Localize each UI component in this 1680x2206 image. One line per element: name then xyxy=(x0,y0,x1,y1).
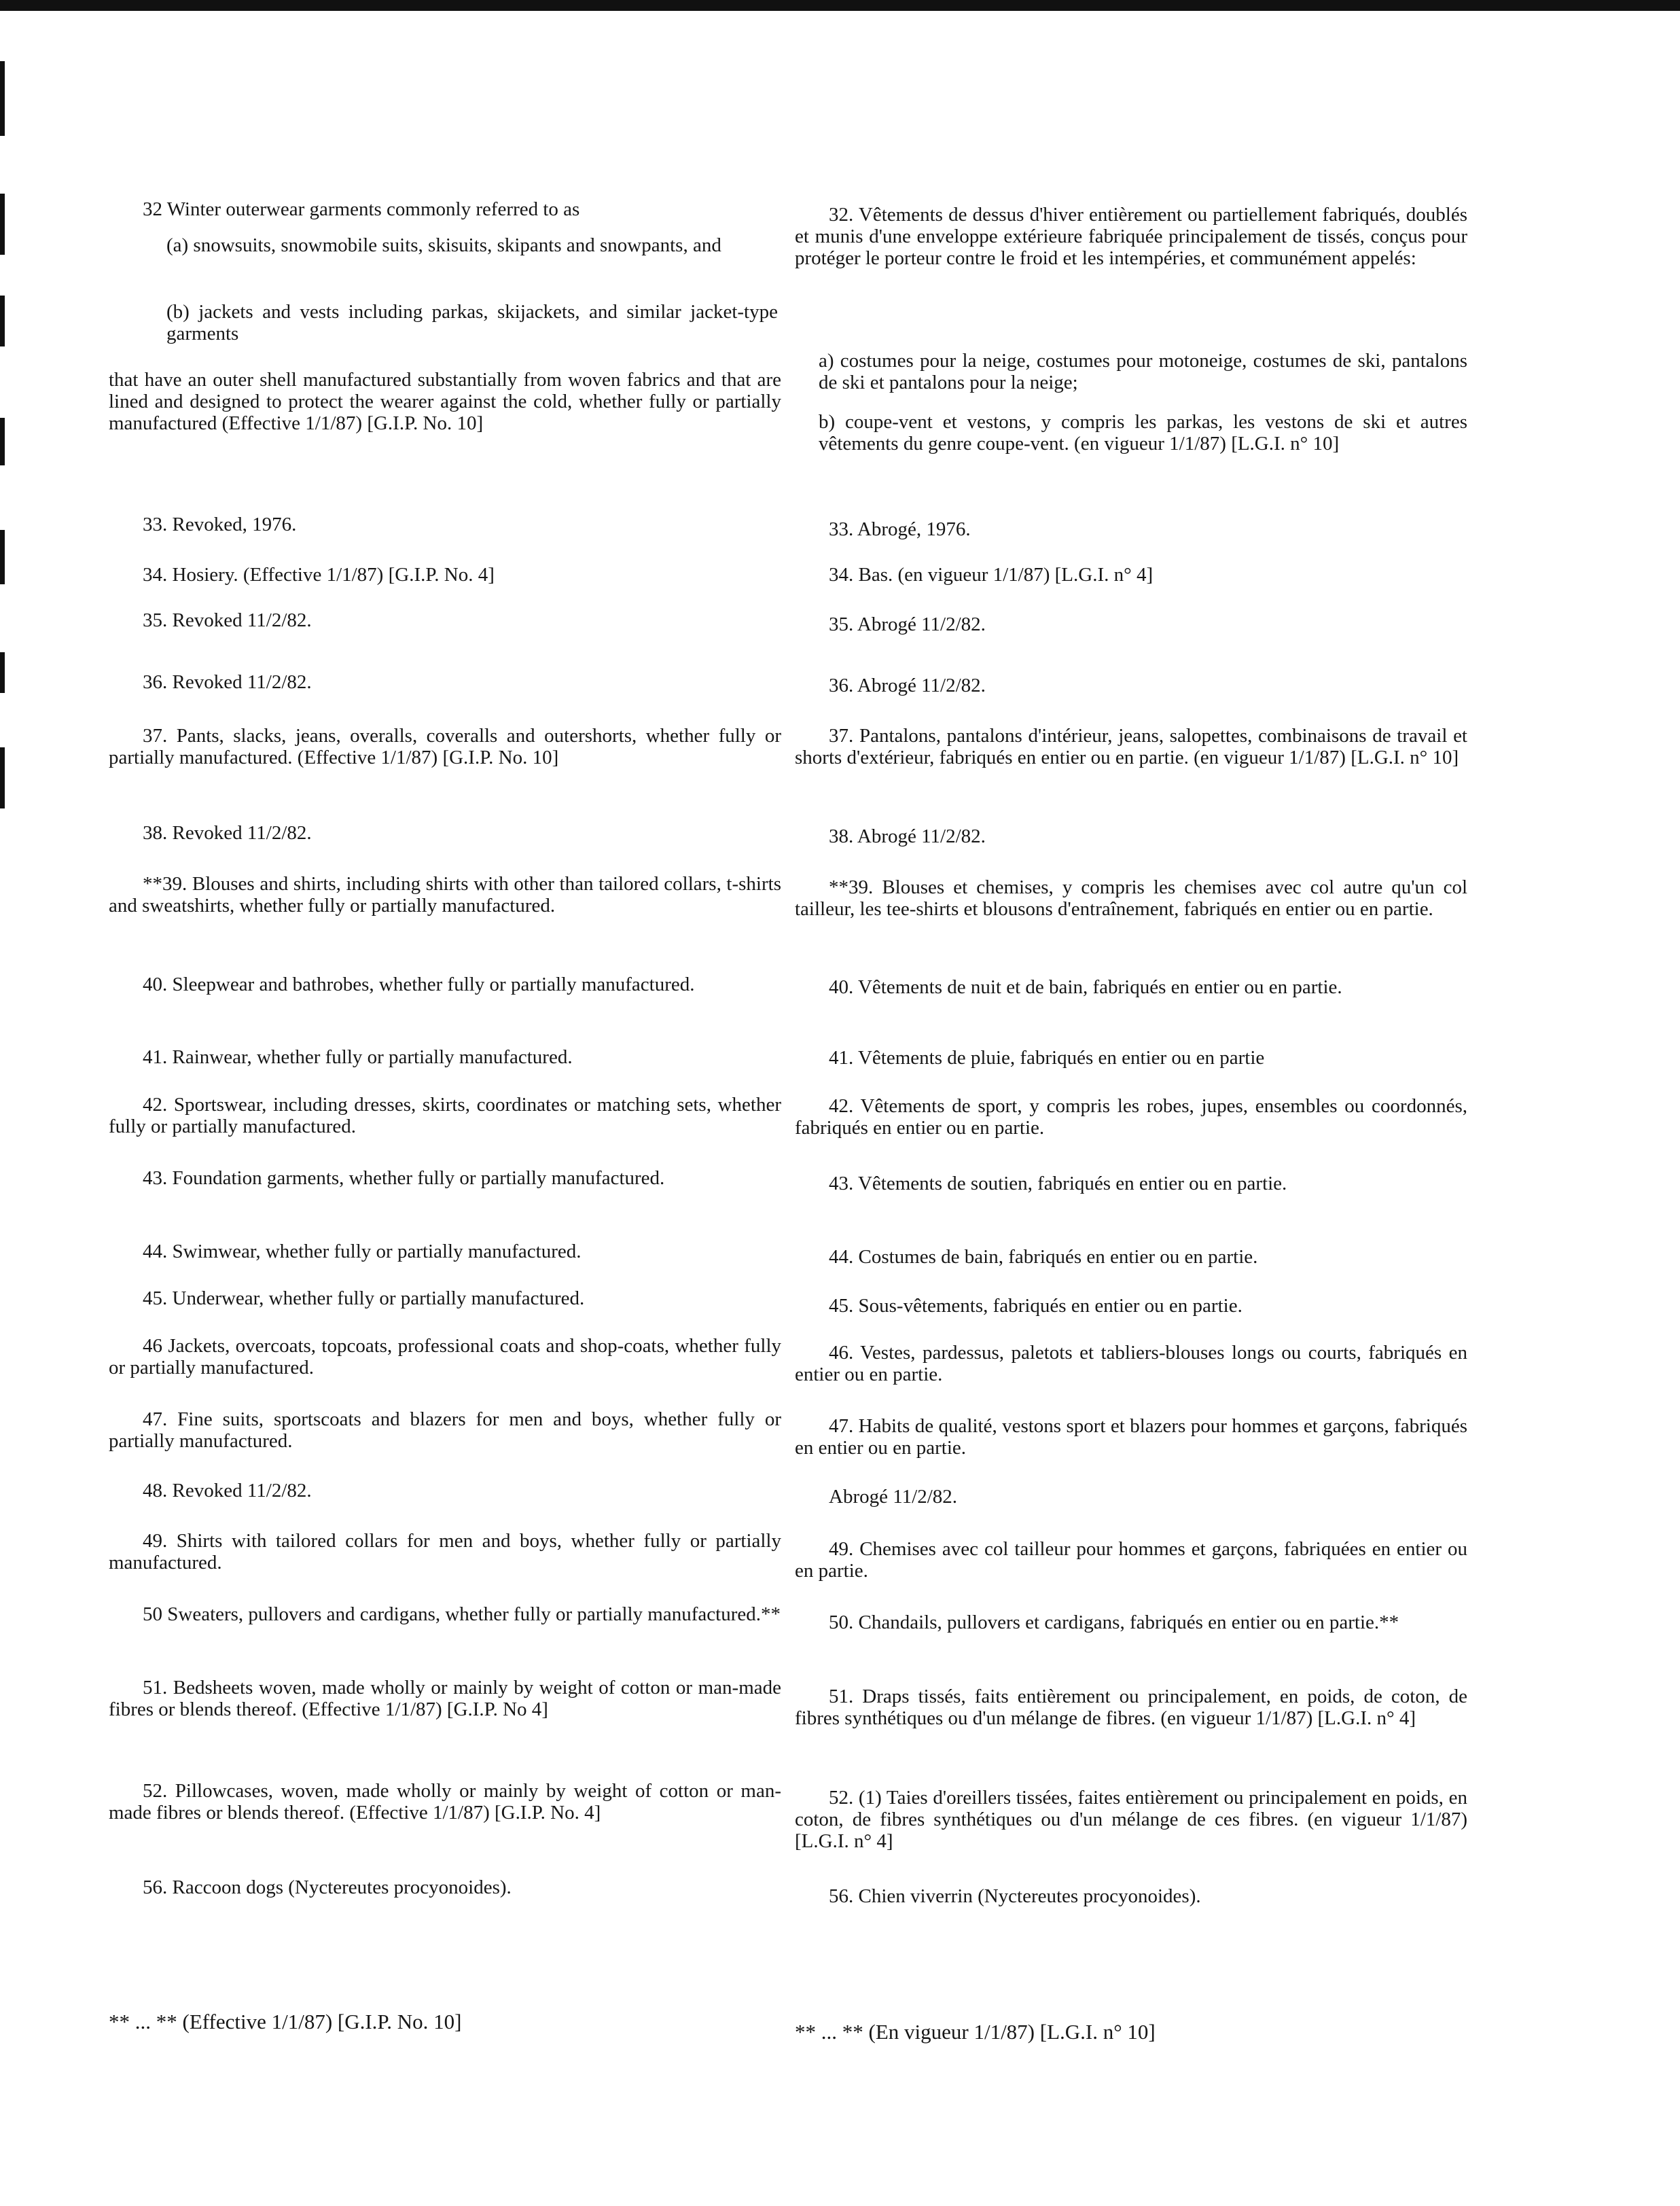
french-paragraph: b) coupe-vent et vestons, y compris les parkas, les vestons de ski et autres vêtements du genre coupe-vent. (en vigueur 1/1/87) [L.G.I. n° 10] xyxy=(819,411,1467,455)
english-paragraph: 42. Sportswear, including dresses, skirts, coordinates or matching sets, whether fully or partially manufactured. xyxy=(109,1094,781,1137)
english-paragraph: 44. Swimwear, whether fully or partially manufactured. xyxy=(143,1241,582,1262)
scan-margin-mark xyxy=(0,194,5,255)
english-paragraph: 56. Raccoon dogs (Nyctereutes procyonoides). xyxy=(143,1876,512,1898)
scan-margin-mark xyxy=(0,530,5,584)
english-paragraph: 38. Revoked 11/2/82. xyxy=(143,822,312,844)
english-paragraph: 51. Bedsheets woven, made wholly or mainly by weight of cotton or man-made fibres or blends thereof. (Effective 1/1/87) [G.I.P. No 4] xyxy=(109,1677,781,1720)
french-paragraph: 37. Pantalons, pantalons d'intérieur, jeans, salopettes, combinaisons de travail et shorts d'extérieur, fabriqués en entier ou en partie. (en vigueur 1/1/87) [L.G.I. n° 10] xyxy=(795,725,1467,768)
english-paragraph: (b) jackets and vests including parkas, skijackets, and similar jacket-type garments xyxy=(166,301,778,344)
french-paragraph: ** ... ** (En vigueur 1/1/87) [L.G.I. n° 10] xyxy=(795,2020,1156,2044)
french-paragraph: 45. Sous-vêtements, fabriqués en entier ou en partie. xyxy=(829,1295,1243,1317)
french-paragraph: 33. Abrogé, 1976. xyxy=(829,518,971,540)
english-paragraph: 33. Revoked, 1976. xyxy=(143,514,297,535)
english-paragraph: 36. Revoked 11/2/82. xyxy=(143,671,312,693)
french-paragraph: 40. Vêtements de nuit et de bain, fabriqués en entier ou en partie. xyxy=(829,976,1342,998)
english-paragraph: 40. Sleepwear and bathrobes, whether fully or partially manufactured. xyxy=(143,974,695,995)
french-paragraph: 43. Vêtements de soutien, fabriqués en entier ou en partie. xyxy=(829,1173,1287,1194)
english-paragraph: 37. Pants, slacks, jeans, overalls, coveralls and outershorts, whether fully or partially manufactured. (Effective 1/1/87) [G.I.P. No. 10] xyxy=(109,725,781,768)
english-paragraph: 52. Pillowcases, woven, made wholly or mainly by weight of cotton or man-made fibres or blends thereof. (Effective 1/1/87) [G.I.P. No. 4] xyxy=(109,1780,781,1823)
french-paragraph: 36. Abrogé 11/2/82. xyxy=(829,675,986,696)
english-paragraph: ** ... ** (Effective 1/1/87) [G.I.P. No. 10] xyxy=(109,2010,462,2033)
english-paragraph: **39. Blouses and shirts, including shirts with other than tailored collars, t-shirts and sweatshirts, whether fully or partially manufactured. xyxy=(109,873,781,917)
english-paragraph: 41. Rainwear, whether fully or partially manufactured. xyxy=(143,1046,573,1068)
english-paragraph: 50 Sweaters, pullovers and cardigans, whether fully or partially manufactured.** xyxy=(143,1603,781,1625)
french-paragraph: 41. Vêtements de pluie, fabriqués en entier ou en partie xyxy=(829,1047,1265,1069)
french-paragraph: 56. Chien viverrin (Nyctereutes procyonoides). xyxy=(829,1885,1201,1907)
french-paragraph: 46. Vestes, pardessus, paletots et tabliers-blouses longs ou courts, fabriqués en entier ou en partie. xyxy=(795,1342,1467,1385)
scan-margin-mark xyxy=(0,418,5,465)
french-paragraph: 51. Draps tissés, faits entièrement ou principalement, en poids, de coton, de fibres synthétiques ou d'un mélange de fibres. (en vigueur 1/1/87) [L.G.I. n° 4] xyxy=(795,1686,1467,1729)
english-paragraph: that have an outer shell manufactured substantially from woven fabrics and that are lined and designed to protect the wearer against the cold, whether fully or partially manufactured (Effective 1/1/87) [G.I.P. No. 10] xyxy=(109,369,781,434)
scan-margin-mark xyxy=(0,747,5,808)
english-paragraph: 32 Winter outerwear garments commonly referred to as xyxy=(143,198,580,220)
french-paragraph: 50. Chandails, pullovers et cardigans, fabriqués en entier ou en partie.** xyxy=(829,1612,1399,1633)
scan-margin-mark xyxy=(0,61,5,136)
french-paragraph: 34. Bas. (en vigueur 1/1/87) [L.G.I. n° 4] xyxy=(829,564,1154,586)
english-paragraph: 45. Underwear, whether fully or partially manufactured. xyxy=(143,1287,585,1309)
french-paragraph: **39. Blouses et chemises, y compris les chemises avec col autre qu'un col tailleur, les tee-shirts et blousons d'entraînement, fabriqués en entier ou en partie. xyxy=(795,876,1467,920)
french-paragraph: 32. Vêtements de dessus d'hiver entièrement ou partiellement fabriqués, doublés et munis d'une enveloppe extérieure fabriquée principalement de tissés, conçus pour protéger le porteur contre le froid et les intempéries, et communément appelés: xyxy=(795,204,1467,269)
english-paragraph: 43. Foundation garments, whether fully or partially manufactured. xyxy=(143,1167,665,1189)
english-paragraph: 35. Revoked 11/2/82. xyxy=(143,609,312,631)
french-paragraph: 42. Vêtements de sport, y compris les robes, jupes, ensembles ou coordonnés, fabriqués en entier ou en partie. xyxy=(795,1095,1467,1139)
french-paragraph: a) costumes pour la neige, costumes pour motoneige, costumes de ski, pantalons de ski et pantalons pour la neige; xyxy=(819,350,1467,393)
french-paragraph: 52. (1) Taies d'oreillers tissées, faites entièrement ou principalement en poids, en coton, de fibres synthétiques ou d'un mélange de ces fibres. (en vigueur 1/1/87) [L.G.I. n° 4] xyxy=(795,1787,1467,1852)
french-paragraph: 49. Chemises avec col tailleur pour hommes et garçons, fabriquées en entier ou en partie. xyxy=(795,1538,1467,1582)
scan-margin-mark xyxy=(0,296,5,346)
french-paragraph: 35. Abrogé 11/2/82. xyxy=(829,613,986,635)
english-paragraph: 48. Revoked 11/2/82. xyxy=(143,1480,312,1501)
scan-top-border xyxy=(0,0,1680,11)
french-paragraph: 44. Costumes de bain, fabriqués en entier ou en partie. xyxy=(829,1246,1258,1268)
french-paragraph: 47. Habits de qualité, vestons sport et blazers pour hommes et garçons, fabriqués en entier ou en partie. xyxy=(795,1415,1467,1459)
english-paragraph: 34. Hosiery. (Effective 1/1/87) [G.I.P. No. 4] xyxy=(143,564,495,586)
french-paragraph: Abrogé 11/2/82. xyxy=(829,1486,958,1508)
english-paragraph: (a) snowsuits, snowmobile suits, skisuits, skipants and snowpants, and xyxy=(166,234,721,256)
english-paragraph: 47. Fine suits, sportscoats and blazers for men and boys, whether fully or partially manufactured. xyxy=(109,1408,781,1452)
french-paragraph: 38. Abrogé 11/2/82. xyxy=(829,825,986,847)
scan-margin-mark xyxy=(0,652,5,693)
english-paragraph: 49. Shirts with tailored collars for men and boys, whether fully or partially manufactured. xyxy=(109,1530,781,1573)
english-paragraph: 46 Jackets, overcoats, topcoats, professional coats and shop-coats, whether fully or partially manufactured. xyxy=(109,1335,781,1378)
